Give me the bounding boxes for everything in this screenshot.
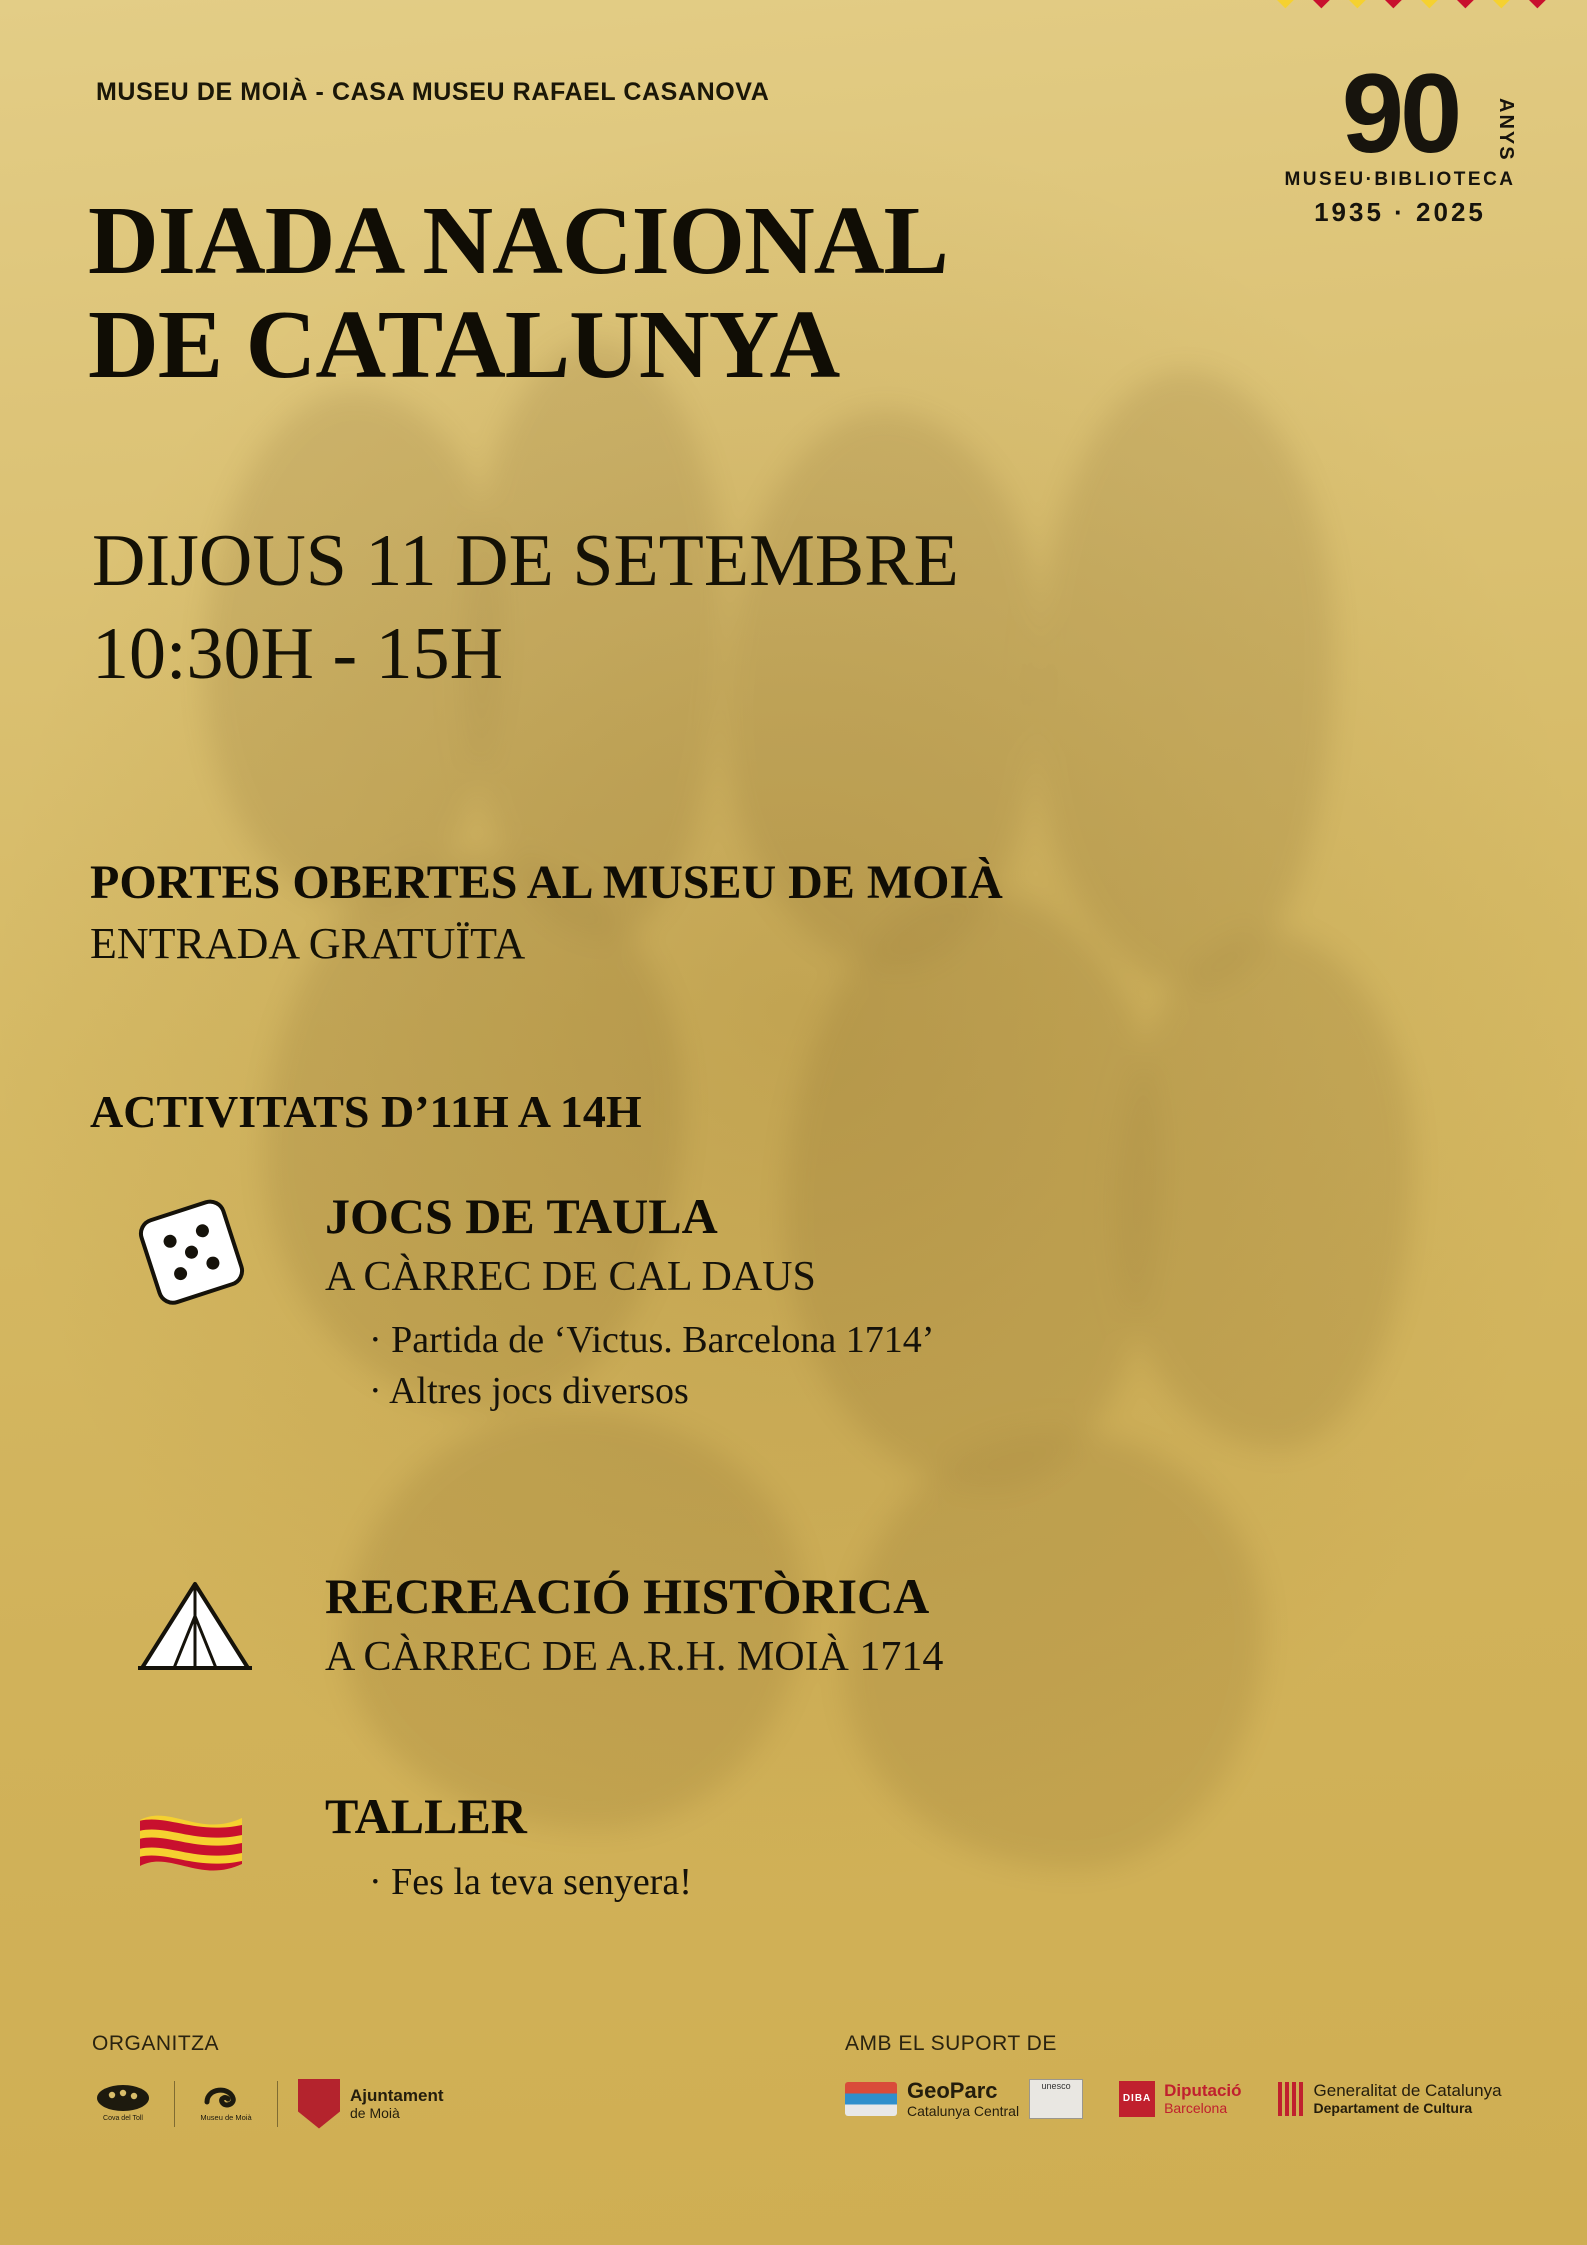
ajuntament-name: Ajuntament <box>350 2085 444 2105</box>
logo-museu-de-moia <box>195 2078 257 2129</box>
activity-item <box>130 1570 1470 1681</box>
ajuntament-sub: de Moià <box>350 2105 400 2122</box>
free-entry-text: ENTRADA GRATUÏTA <box>90 919 526 968</box>
activity-detail-list <box>369 1315 1470 1418</box>
geoparc-name: GeoParc <box>907 2078 998 2103</box>
activity-detail: · Fes la teva senyera! <box>369 1857 1470 1908</box>
unesco-logo <box>1029 2079 1083 2119</box>
activity-detail: · Partida de ‘Victus. Barcelona 1714’ <box>369 1315 1470 1366</box>
logo-generalitat-cultura <box>1278 2081 1502 2117</box>
activity-title: TALLER <box>325 1788 527 1844</box>
generalitat-logo-text <box>1314 2081 1502 2117</box>
activity-subtitle: A CÀRREC DE A.R.H. MOIÀ 1714 <box>325 1633 944 1680</box>
supporter-logos <box>845 2078 1502 2119</box>
activity-item <box>130 1790 1470 1908</box>
senyera-flag-icon <box>130 1790 270 1910</box>
logo-cova-del-toll <box>92 2078 154 2129</box>
logo-divider <box>277 2081 278 2127</box>
emblem-number: 90 <box>1341 51 1459 176</box>
tent-icon <box>130 1570 270 1690</box>
svg-text:Cova del Toll: Cova del Toll <box>103 2115 143 2122</box>
moia-shield-icon <box>298 2079 340 2129</box>
page-title <box>88 187 1208 399</box>
diputacio-mark-icon: DIBA <box>1119 2081 1155 2117</box>
logo-ajuntament-de-moia <box>298 2079 444 2129</box>
event-date-line1: DIJOUS 11 DE SETEMBRE <box>92 520 959 602</box>
page-title-line1: DIADA NACIONAL <box>88 187 948 295</box>
page-title-line2: DE CATALUNYA <box>88 290 840 399</box>
emblem-years: 1935 · 2025 <box>1314 197 1486 228</box>
open-doors-heading: PORTES OBERTES AL MUSEU DE MOIÀ <box>90 856 1003 909</box>
museum-kicker: MUSEU DE MOIÀ - CASA MUSEU RAFAEL CASANOVA <box>96 78 770 106</box>
generalitat-sub: Departament de Cultura <box>1313 2100 1473 2117</box>
event-date <box>92 515 1292 700</box>
svg-text:Museu de Moià: Museu de Moià <box>200 2113 252 2122</box>
logo-diputacio-barcelona <box>1119 2081 1241 2117</box>
diputacio-name: Diputació <box>1164 2080 1242 2100</box>
event-time-line2: 10:30H - 15H <box>92 612 504 695</box>
geoparc-logo-text <box>907 2078 1019 2119</box>
activity-subtitle: A CÀRREC DE CAL DAUS <box>325 1253 816 1300</box>
generalitat-bars-icon <box>1278 2082 1304 2116</box>
emblem-subtitle: MUSEU·BIBLIOTECA <box>1284 169 1516 191</box>
activities-heading: ACTIVITATS D’11H A 14H <box>90 1086 642 1137</box>
logo-divider <box>174 2081 175 2127</box>
organizers-block <box>92 2032 444 2129</box>
activity-title: JOCS DE TAULA <box>325 1188 718 1244</box>
ajuntament-logo-text <box>350 2086 444 2122</box>
generalitat-name: Generalitat de Catalunya <box>1313 2080 1502 2100</box>
geoparc-sub: Catalunya Central <box>907 2103 1020 2120</box>
activity-item <box>130 1190 1470 1417</box>
dice-icon <box>130 1190 270 1310</box>
diputacio-logo-text <box>1164 2081 1241 2117</box>
supporters-label: AMB EL SUPORT DE <box>845 2032 1057 2055</box>
anniversary-emblem <box>1275 51 1525 277</box>
logo-geoparc <box>845 2078 1083 2119</box>
activity-detail-list <box>369 1857 1470 1908</box>
emblem-anys-label: ANYS <box>1495 98 1517 162</box>
geoparc-mark-icon <box>845 2082 897 2116</box>
activity-title: RECREACIÓ HISTÒRICA <box>325 1568 930 1624</box>
organizers-label: ORGANITZA <box>92 2032 220 2055</box>
unesco-label: unesco <box>1041 2080 1071 2091</box>
diputacio-sub: Barcelona <box>1164 2100 1228 2117</box>
supporters-block <box>845 2032 1502 2119</box>
activity-detail: · Altres jocs diversos <box>369 1366 1470 1417</box>
organizer-logos <box>92 2078 444 2129</box>
open-doors-block <box>90 855 1390 969</box>
